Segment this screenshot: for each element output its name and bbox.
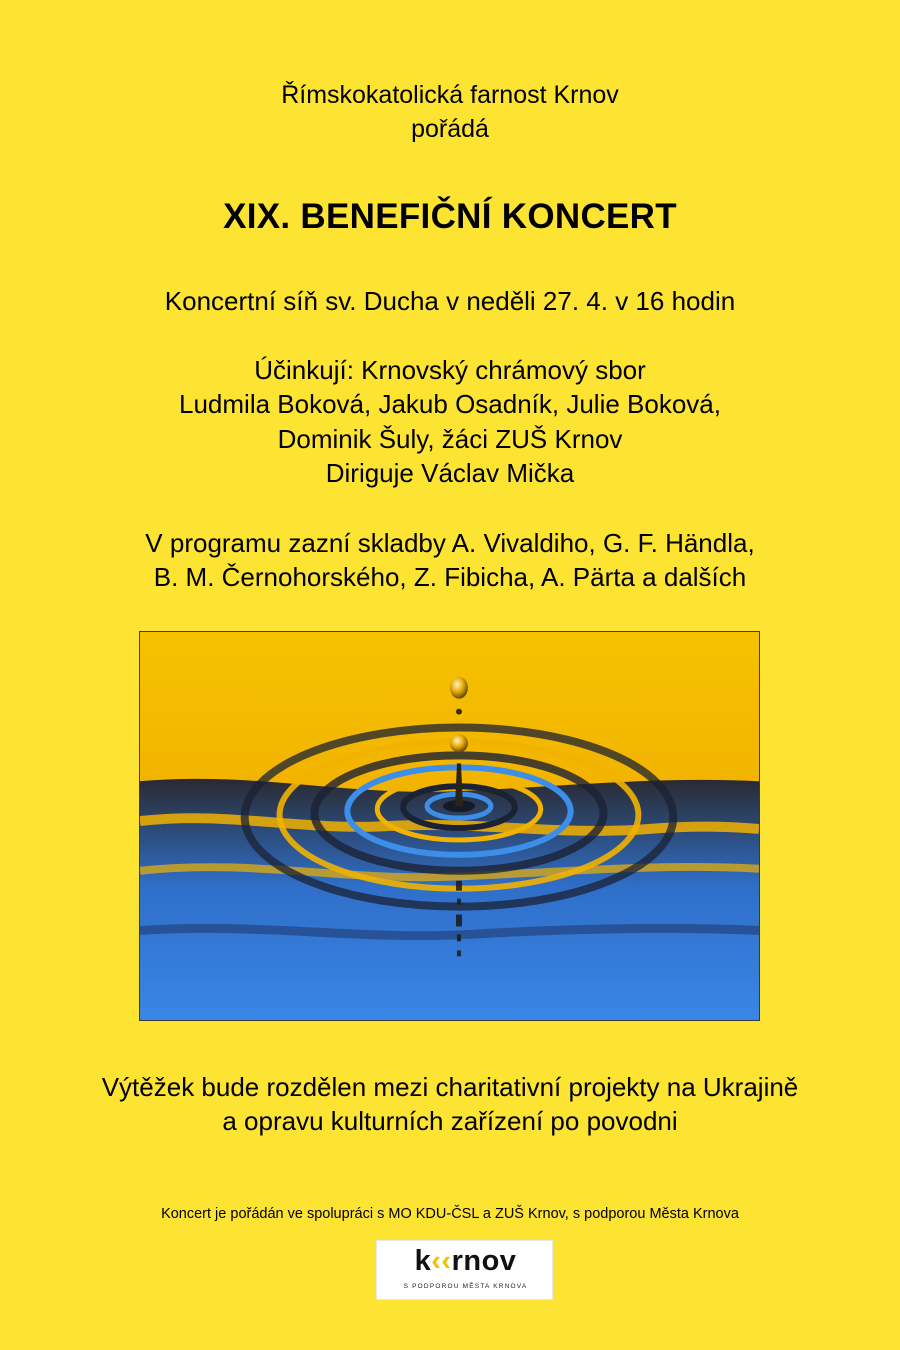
proceeds-line-2: a opravu kulturních zařízení po povodni [222, 1106, 678, 1136]
program-line-2: B. M. Černohorského, Z. Fibicha, A. Pärta a dalších [153, 562, 747, 592]
conductor-line: Diriguje Václav Mička [325, 458, 575, 488]
performers-line-3: Dominik Šuly, žáci ZUŠ Krnov [277, 424, 623, 454]
performers-line-2: Ludmila Boková, Jakub Osadník, Julie Boková, [179, 389, 721, 419]
venue-line: Koncertní síň sv. Ducha v neděli 27. 4. v 16 hodin [164, 286, 736, 316]
concert-title: XIX. BENEFIČNÍ KONCERT [223, 197, 677, 236]
logo-wordmark: k‹‹rnov [414, 1245, 517, 1277]
water-drop-photo [139, 631, 760, 1021]
program-line-1: V programu zazní skladby A. Vivaldiho, G. F. Händla, [145, 528, 755, 558]
water-drop-image [140, 632, 759, 1020]
performers-line-1: Účinkují: Krnovský chrámový sbor [254, 355, 646, 385]
proceeds-line-1: Výtěžek bude rozdělen mezi charitativní projekty na Ukrajině [101, 1072, 799, 1102]
organizes-line: pořádá [411, 115, 489, 143]
logo-tagline: S PODPOROU MĚSTA KRNOVA [403, 1283, 528, 1290]
krnov-logo [376, 1240, 553, 1300]
organizer-line: Římskokatolická farnost Krnov [281, 81, 619, 109]
cooperation-footnote: Koncert je pořádán ve spolupráci s MO KDU-ČSL a ZUŠ Krnov, s podporou Města Krnova [161, 1206, 739, 1222]
